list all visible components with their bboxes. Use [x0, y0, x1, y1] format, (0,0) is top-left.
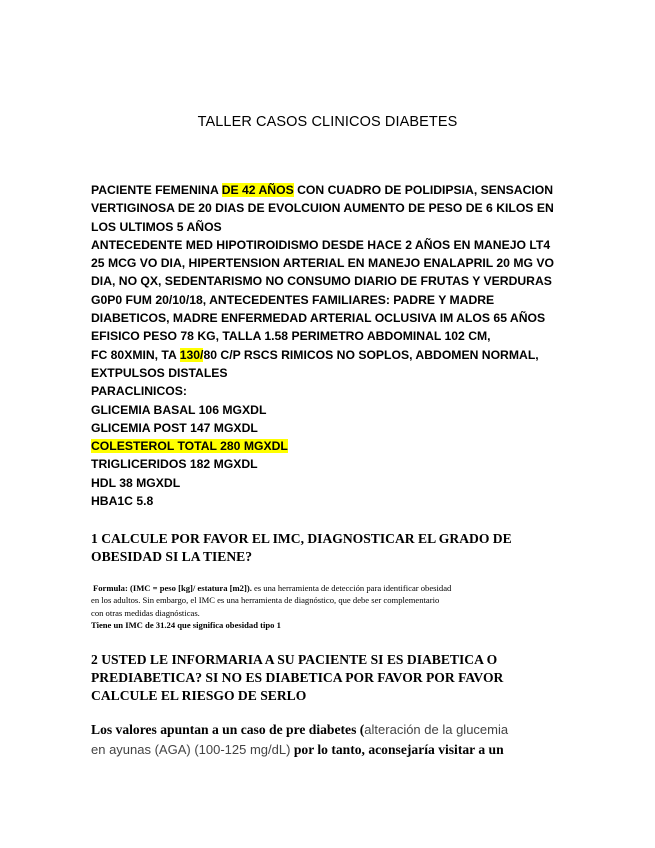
formula-text: es una herramienta de detección para identificar obesidad [251, 583, 452, 593]
case-line: EXTPULSOS DISTALES [91, 365, 228, 380]
question-1 [91, 530, 571, 566]
case-text: FC 80XMIN, TA [91, 347, 180, 362]
lab-result [91, 437, 571, 455]
formula-note [91, 582, 571, 632]
lab-result: HBA1C 5.8 [91, 494, 154, 509]
document-title: TALLER CASOS CLINICOS DIABETES [197, 114, 458, 130]
imc-result: Tiene un IMC de 31.24 que significa obesidad tipo 1 [91, 620, 281, 631]
paraclinicos-heading: PARACLINICOS: [91, 384, 187, 399]
answer-line [91, 720, 571, 740]
case-line: ANTECEDENTE MED HIPOTIROIDISMO DESDE HACE 2 AÑOS EN MANEJO LT4 [91, 237, 551, 252]
clinical-case [91, 181, 571, 510]
case-text: PACIENTE FEMENINA [91, 183, 222, 197]
answer-text: alteración de la glucemia [364, 722, 509, 737]
question-line: 2 USTED LE INFORMARIA A SU PACIENTE SI ES DIABETICA O [91, 652, 498, 667]
case-text: 80 C/P RSCS RIMICOS NO SOPLOS, ABDOMEN NORMAL, [203, 347, 539, 362]
highlight-cholesterol: COLESTEROL TOTAL 280 MGXDL [91, 439, 288, 454]
formula-label: Formula: (IMC = peso [kg]/ estatura [m2]). [93, 583, 252, 593]
case-line: 25 MCG VO DIA, HIPERTENSION ARTERIAL EN MANEJO ENALAPRIL 20 MG VO [91, 256, 554, 271]
lab-result: GLICEMIA POST 147 MGXDL [91, 420, 258, 435]
case-line: DIABETICOS, MADRE ENFERMEDAD ARTERIAL OCLUSIVA IM ALOS 65 AÑOS [91, 311, 546, 326]
lab-result: HDL 38 MGXDL [91, 475, 181, 490]
answer-text: en ayunas (AGA) (100-125 mg/dL) [91, 742, 291, 757]
case-line: DIA, NO QX, SEDENTARISMO NO CONSUMO DIARIO DE FRUTAS Y VERDURAS [91, 274, 552, 289]
answer-2 [91, 720, 571, 760]
case-line: LOS ULTIMOS 5 AÑOS [91, 219, 222, 234]
highlight-blood-pressure: 130/ [179, 347, 204, 362]
formula-line: en los adultos. Sin embargo, el IMC es una herramienta de diagnóstico, que debe ser complementario [91, 595, 440, 606]
formula-line [91, 582, 571, 594]
question-line: CALCULE EL RIESGO DE SERLO [91, 688, 307, 703]
formula-line: con otras medidas diagnósticas. [91, 607, 200, 618]
question-line: PREDIABETICA? SI NO ES DIABETICA POR FAVOR POR FAVOR [91, 670, 504, 685]
answer-line [91, 740, 571, 760]
question-2 [91, 651, 571, 705]
question-line: OBESIDAD SI LA TIENE? [91, 549, 253, 564]
lab-result: TRIGLICERIDOS 182 MGXDL [91, 457, 258, 472]
lab-result: GLICEMIA BASAL 106 MGXDL [91, 402, 267, 417]
case-line [91, 181, 571, 199]
case-line: VERTIGINOSA DE 20 DIAS DE EVOLCUION AUMENTO DE PESO DE 6 KILOS EN [91, 201, 554, 216]
case-line: EFISICO PESO 78 KG, TALLA 1.58 PERIMETRO ABDOMINAL 102 CM, [91, 329, 491, 344]
case-line: G0P0 FUM 20/10/18, ANTECEDENTES FAMILIARES: PADRE Y MADRE [91, 292, 495, 307]
answer-text-bold: por lo tanto, aconsejaría visitar a un [290, 742, 504, 757]
answer-text-bold: Los valores apuntan a un caso de pre diabetes ( [91, 722, 365, 737]
case-text: CON CUADRO DE POLIDIPSIA, SENSACION [293, 183, 554, 197]
case-line [91, 346, 571, 364]
highlight-age: DE 42 AÑOS [221, 183, 294, 197]
question-line: 1 CALCULE POR FAVOR EL IMC, DIAGNOSTICAR EL GRADO DE [91, 531, 512, 546]
